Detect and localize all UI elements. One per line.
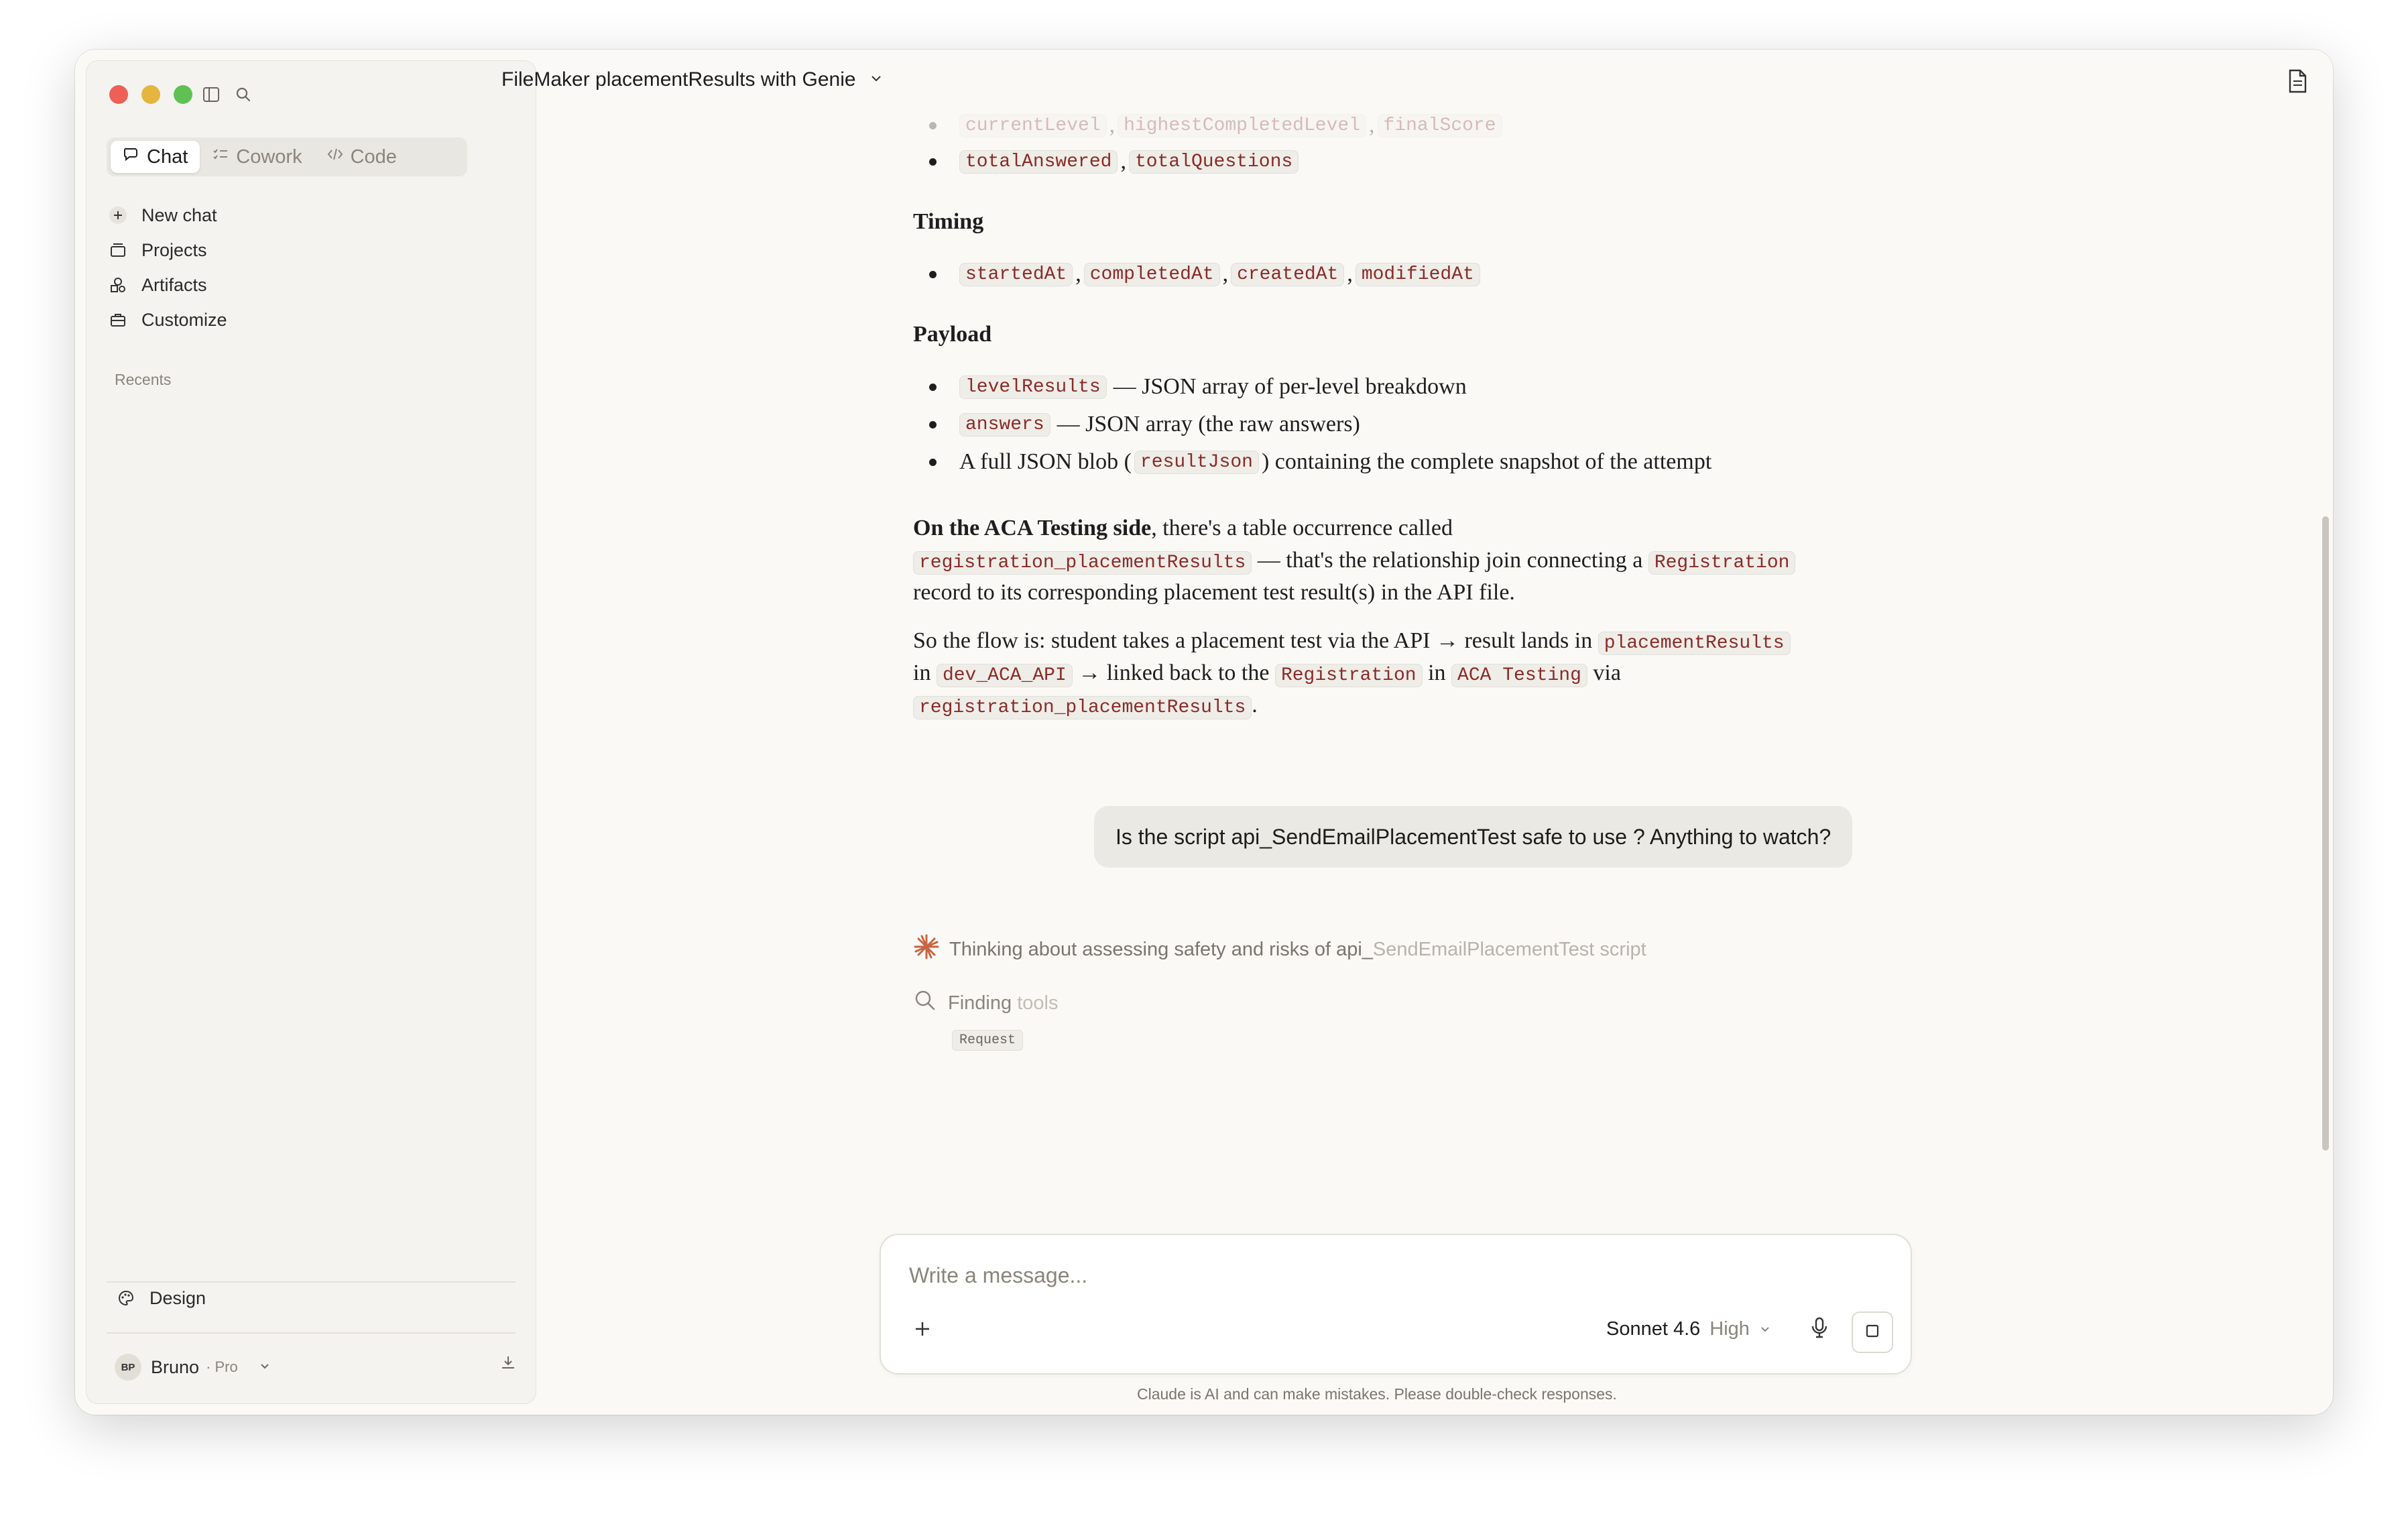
user-name: Bruno — [151, 1356, 200, 1377]
window-controls — [109, 85, 192, 104]
tab-chat[interactable] — [111, 141, 200, 173]
field-code: placementResults — [1598, 632, 1791, 655]
list-item: totalAnswered , totalQuestions — [913, 149, 1299, 174]
download-icon[interactable] — [499, 1354, 517, 1375]
paragraph — [913, 544, 1795, 579]
tab-cowork-label: Cowork — [236, 145, 302, 168]
field-code: highestCompletedLevel — [1118, 114, 1366, 137]
sidebar — [86, 60, 536, 1404]
spark-icon — [913, 933, 940, 966]
code-brackets-icon — [326, 145, 344, 168]
field-code: totalAnswered — [959, 150, 1118, 174]
chevron-down-icon — [258, 1359, 272, 1376]
folder-icon — [107, 239, 129, 261]
bold-text: On the ACA Testing side — [913, 516, 1152, 540]
effort-level: High — [1709, 1318, 1750, 1340]
message-input[interactable]: Write a message... — [909, 1263, 1088, 1287]
sidebar-item-design[interactable] — [115, 1287, 206, 1309]
sidebar-divider — [107, 1332, 516, 1334]
list-item — [913, 374, 1467, 400]
artifacts-label: Artifacts — [141, 274, 207, 295]
paragraph — [913, 657, 1621, 692]
paragraph-text: in — [913, 660, 931, 685]
request-badge[interactable]: Request — [952, 1030, 1023, 1051]
thinking-text-dim: SendEmailPlacementTest script — [1372, 938, 1646, 960]
stop-icon — [1865, 1324, 1880, 1342]
app-window — [75, 50, 2333, 1415]
avatar: BP — [115, 1354, 141, 1381]
paragraph-text: , there's a table occurrence called — [1151, 516, 1453, 540]
section-heading: Timing — [913, 209, 984, 234]
paragraph-text: → linked back to the — [1078, 660, 1270, 685]
recents-heading: Recents — [115, 371, 172, 388]
field-code: registration_placementResults — [913, 551, 1252, 575]
list-item-text: — JSON array (the raw answers) — [1057, 412, 1360, 436]
paragraph-text: . — [1252, 693, 1258, 717]
customize-label: Customize — [141, 309, 227, 330]
user-plan: · Pro — [206, 1358, 238, 1375]
tab-code[interactable] — [314, 141, 409, 173]
field-code: totalQuestions — [1129, 150, 1299, 174]
field-code: startedAt — [959, 263, 1073, 286]
minimize-window-button[interactable] — [141, 85, 160, 104]
zoom-window-button[interactable] — [174, 85, 192, 104]
new-chat-label: New chat — [141, 205, 217, 225]
design-label: Design — [149, 1287, 206, 1308]
new-chat-button[interactable] — [107, 198, 516, 233]
shapes-icon — [107, 274, 129, 296]
paragraph — [913, 512, 1453, 544]
sidebar-divider — [107, 1281, 516, 1283]
disclaimer: Claude is AI and can make mistakes. Please double-check responses. — [1137, 1385, 1617, 1403]
paragraph-text: via — [1593, 660, 1621, 685]
conversation-title: FileMaker placementResults with Genie — [501, 68, 856, 91]
add-attachment-button[interactable] — [909, 1316, 936, 1342]
briefcase-icon — [107, 308, 129, 331]
field-code: modifiedAt — [1356, 263, 1480, 286]
section-heading: Payload — [913, 322, 992, 347]
palette-icon — [115, 1287, 137, 1309]
stop-button[interactable] — [1852, 1312, 1893, 1353]
document-icon[interactable] — [2286, 68, 2309, 97]
field-code: Registration — [1275, 664, 1423, 687]
mode-tabs — [107, 137, 467, 176]
microphone-icon — [1809, 1316, 1829, 1342]
sidebar-toggle-icon[interactable] — [198, 81, 225, 108]
field-code: ACA Testing — [1451, 664, 1587, 687]
field-code: finalScore — [1378, 114, 1502, 137]
thinking-status[interactable] — [913, 933, 1646, 966]
paragraph-text: — that's the relationship join connecting a — [1257, 548, 1643, 573]
sidebar-nav — [107, 198, 516, 337]
search-icon — [913, 988, 937, 1018]
chat-bubble-icon — [123, 145, 140, 168]
finding-text-dim: tools — [1017, 992, 1059, 1014]
paragraph — [913, 625, 1791, 660]
close-window-button[interactable] — [109, 85, 128, 104]
sidebar-item-projects[interactable] — [107, 233, 516, 268]
chevron-down-icon — [868, 70, 884, 90]
list-item — [913, 449, 1711, 475]
list-item-text: ) containing the complete snapshot of the attempt — [1261, 449, 1712, 474]
field-code: answers — [959, 413, 1050, 436]
field-code: currentLevel — [959, 114, 1107, 137]
paragraph — [913, 689, 1258, 724]
field-code: Registration — [1648, 551, 1796, 575]
tab-code-label: Code — [350, 145, 397, 168]
user-message-bubble: Is the script api_SendEmailPlacementTest safe to use ? Anything to watch? — [1094, 806, 1852, 868]
field-code: createdAt — [1231, 263, 1344, 286]
message-composer — [880, 1234, 1912, 1375]
list-item: currentLevel , highestCompletedLevel , finalScore — [913, 113, 1502, 138]
tool-status — [913, 988, 1058, 1018]
list-item-text: A full JSON blob ( — [959, 449, 1132, 474]
field-code: dev_ACA_API — [937, 664, 1073, 687]
field-code: levelResults — [959, 375, 1107, 399]
field-code: resultJson — [1134, 451, 1259, 474]
conversation-title-button[interactable] — [501, 68, 884, 91]
search-icon[interactable] — [230, 81, 257, 108]
chevron-down-icon — [1759, 1318, 1771, 1340]
scrollbar[interactable] — [2322, 516, 2329, 1151]
list-item-text: — JSON array of per-level breakdown — [1113, 374, 1467, 399]
list-item: startedAt , completedAt , createdAt , modifiedAt — [913, 261, 1480, 287]
user-menu[interactable] — [115, 1350, 517, 1385]
model-selector[interactable] — [1606, 1318, 1771, 1340]
model-name: Sonnet 4.6 — [1606, 1318, 1701, 1340]
finding-text: Finding — [948, 992, 1012, 1014]
projects-label: Projects — [141, 239, 207, 260]
list-item — [913, 412, 1360, 437]
tab-chat-label: Chat — [147, 145, 188, 168]
paragraph-text: record to its corresponding placement test result(s) in the API file. — [913, 580, 1515, 605]
tab-cowork[interactable] — [200, 141, 314, 173]
paragraph-text: So the flow is: student takes a placement test via the API → result lands in — [913, 628, 1593, 653]
paragraph-text: in — [1428, 660, 1446, 685]
sidebar-item-customize[interactable] — [107, 302, 516, 337]
microphone-button[interactable] — [1805, 1314, 1834, 1344]
thinking-text: Thinking about assessing safety and risks of api_ — [949, 938, 1373, 960]
field-code: completedAt — [1084, 263, 1220, 286]
plus-icon — [107, 204, 129, 227]
checklist-icon — [212, 145, 229, 168]
sidebar-item-artifacts[interactable] — [107, 268, 516, 302]
field-code: registration_placementResults — [913, 696, 1252, 719]
